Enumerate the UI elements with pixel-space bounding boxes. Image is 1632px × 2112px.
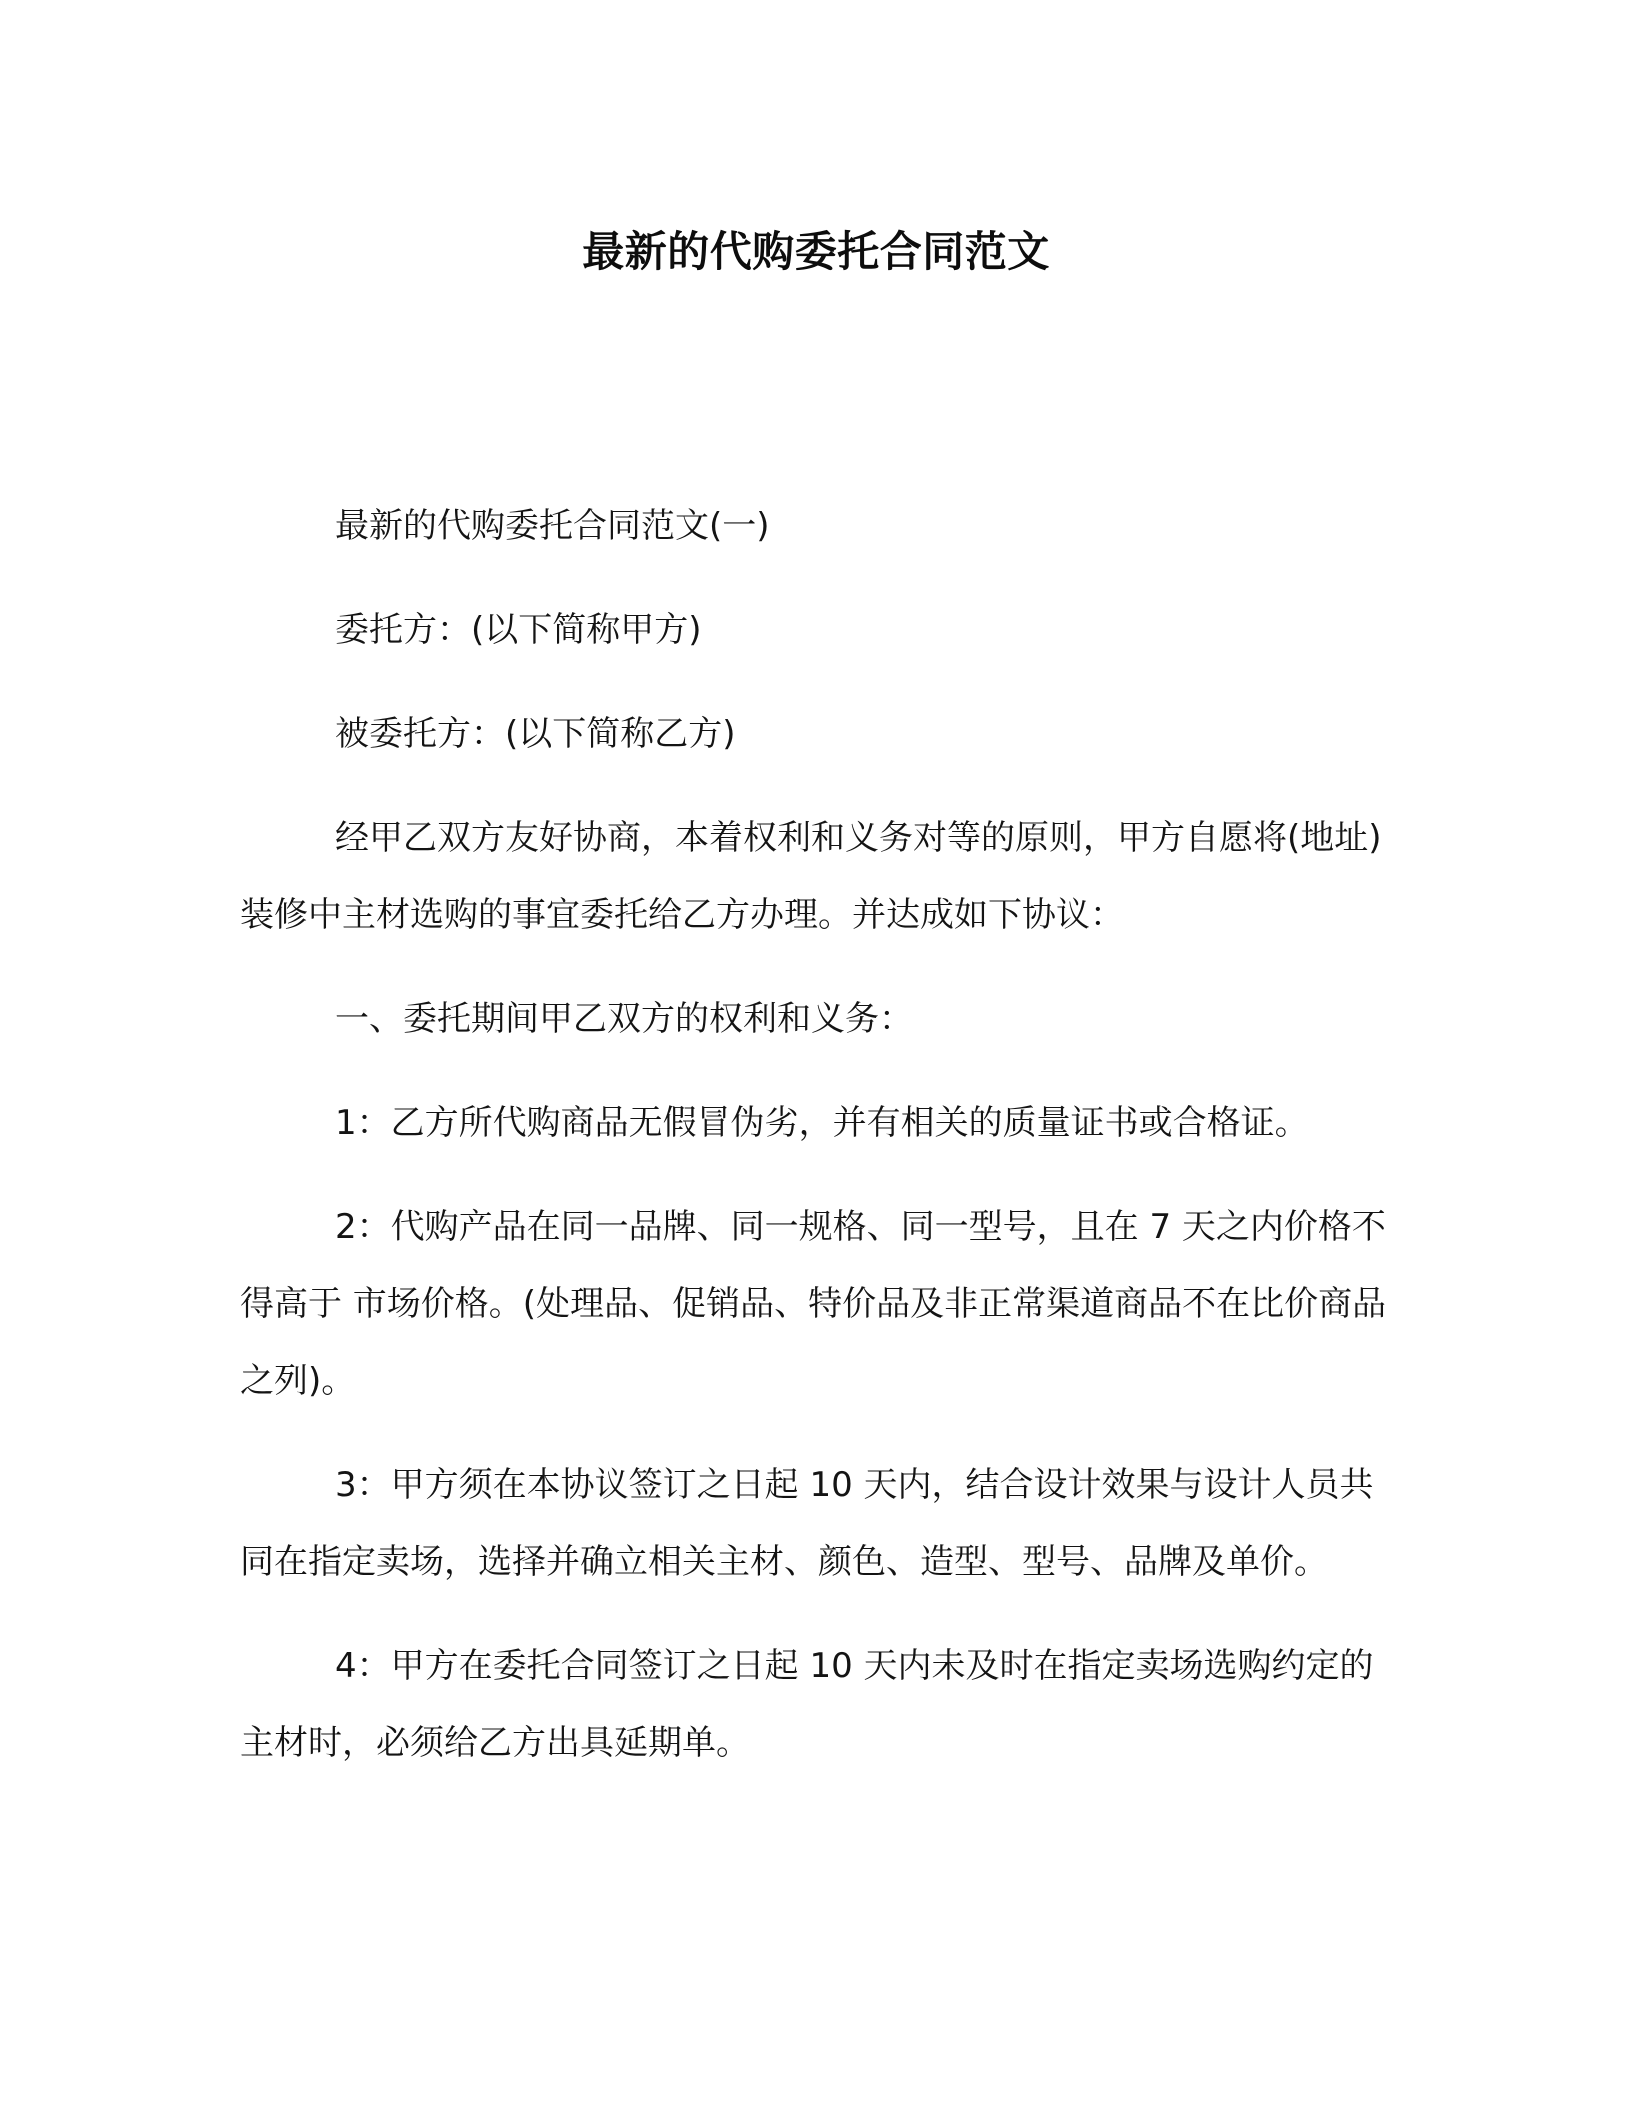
clause-1: 1：乙方所代购商品无假冒伪劣，并有相关的质量证书或合格证。 bbox=[335, 1103, 1309, 1143]
document-body bbox=[240, 488, 1390, 1782]
principal-party-line: 委托方：(以下简称甲方) bbox=[335, 610, 702, 650]
clause-3: 3：甲方须在本协议签订之日起 10 天内，结合设计效果与设计人员共同在指定卖场，选择并确立相关主材、颜色、造型、型号、品牌及单价。 bbox=[240, 1465, 1374, 1582]
agent-party-line: 被委托方：(以下简称乙方) bbox=[335, 714, 736, 754]
document-title: 最新的代购委托合同范文 bbox=[582, 227, 1050, 276]
contract-subtitle: 最新的代购委托合同范文(一) bbox=[335, 506, 770, 546]
preamble-paragraph: 经甲乙双方友好协商，本着权利和义务对等的原则，甲方自愿将(地址)装修中主材选购的事宜委托给乙方办理。并达成如下协议： bbox=[240, 818, 1382, 935]
clause-4: 4：甲方在委托合同签订之日起 10 天内未及时在指定卖场选购约定的主材时，必须给乙方出具延期单。 bbox=[240, 1646, 1374, 1763]
clause-2: 2：代购产品在同一品牌、同一规格、同一型号，且在 7 天之内价格不得高于 市场价格。(处理品、促销品、特价品及非正常渠道商品不在比价商品之列)。 bbox=[240, 1207, 1387, 1401]
section-heading-rights-obligations: 一、委托期间甲乙双方的权利和义务： bbox=[335, 999, 913, 1039]
